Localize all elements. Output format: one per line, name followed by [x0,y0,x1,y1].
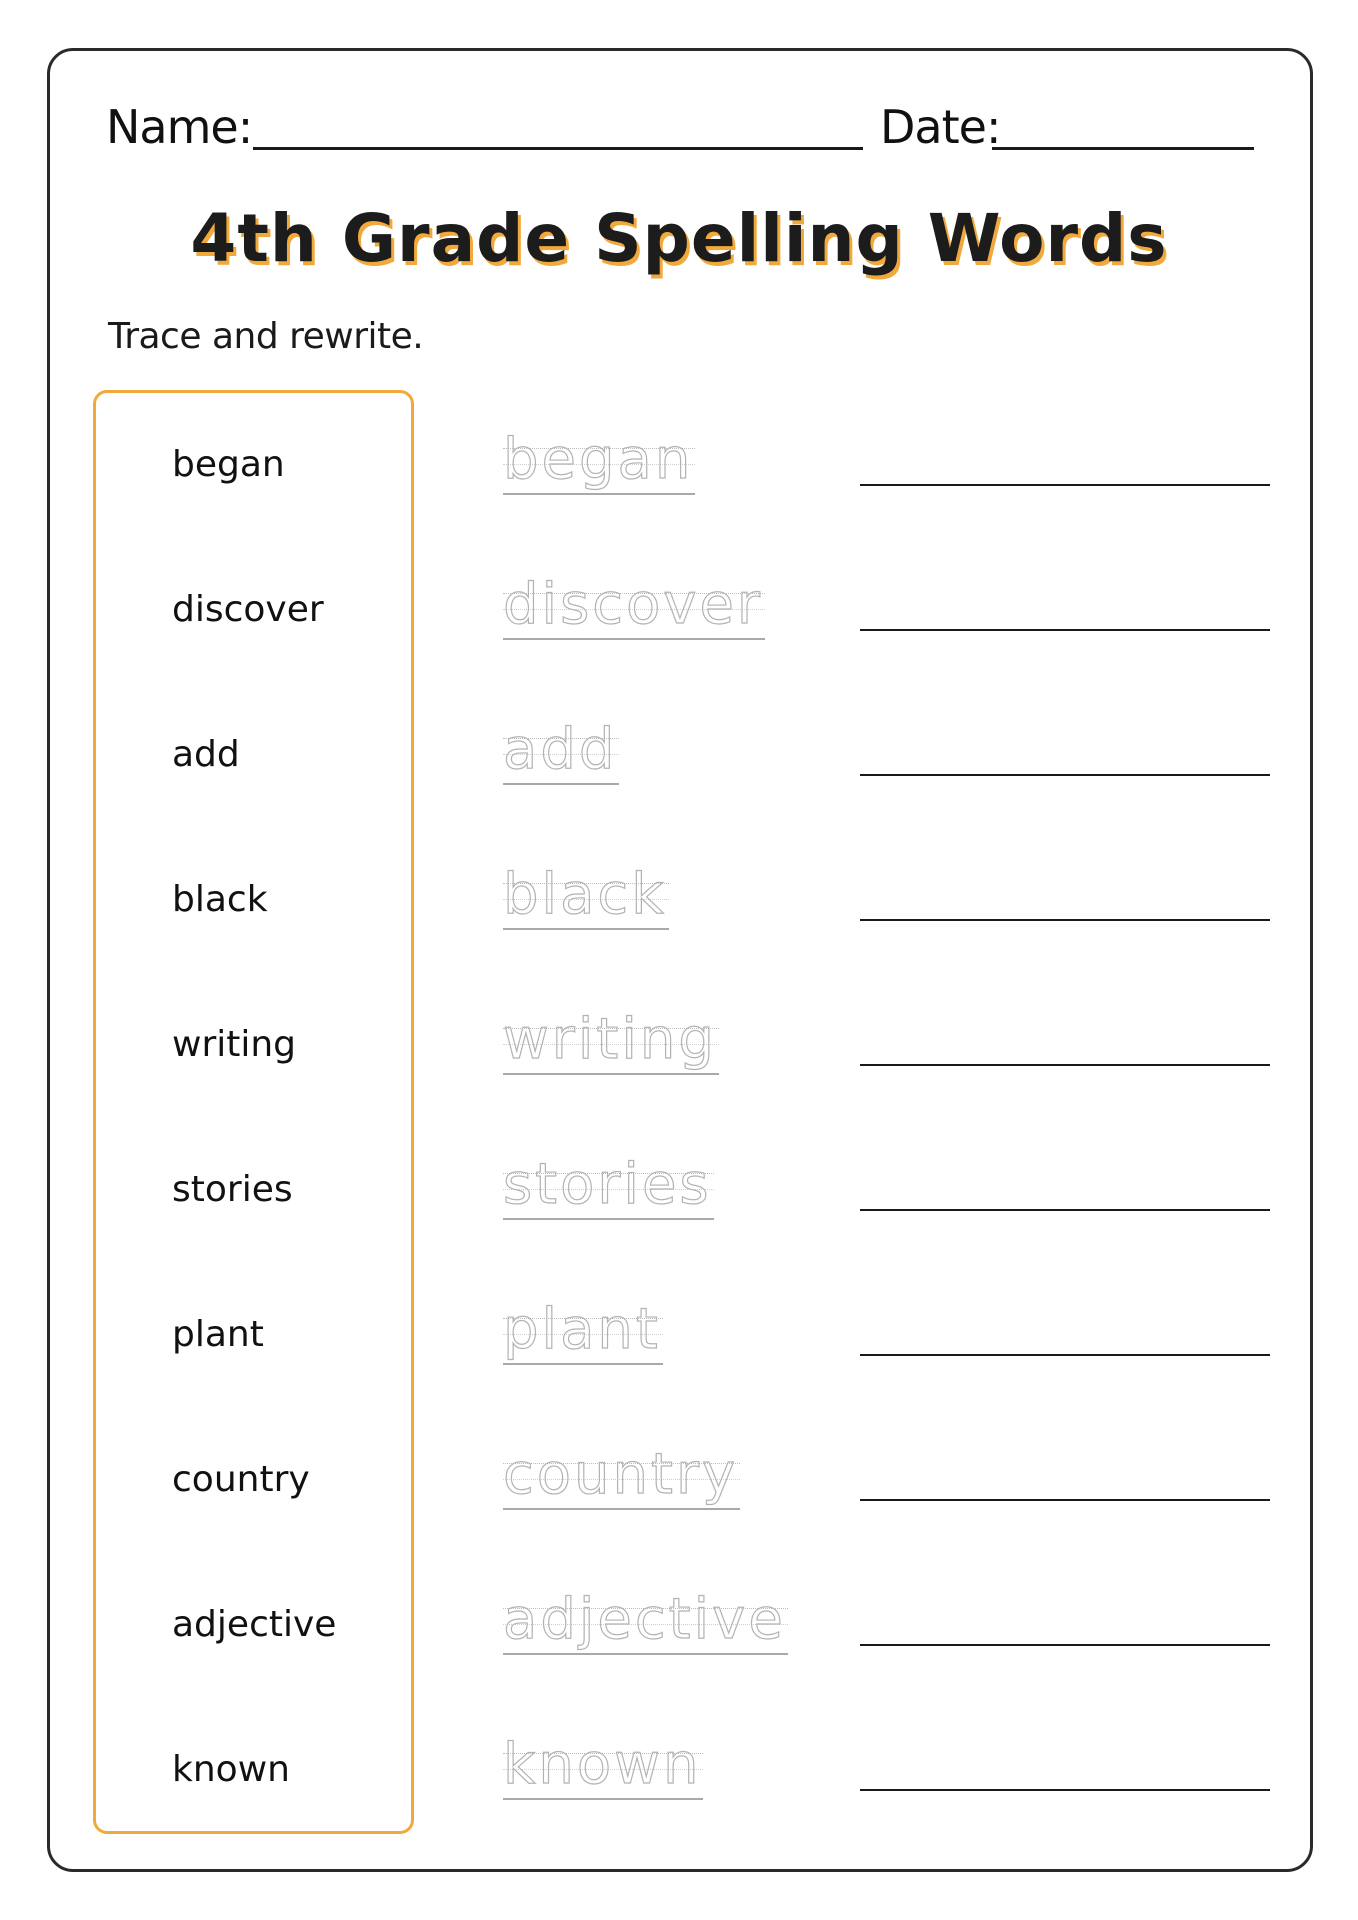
rewrite-line[interactable] [860,1644,1270,1646]
trace-text: add [503,717,618,782]
name-field[interactable] [253,147,863,150]
rewrite-line[interactable] [860,1064,1270,1066]
trace-baseline [503,1653,788,1655]
rewrite-line[interactable] [860,774,1270,776]
word-row [0,572,1358,730]
spelling-word: began [172,444,285,485]
rewrite-line[interactable] [860,484,1270,486]
spelling-word: stories [172,1169,293,1210]
trace-baseline [503,1363,663,1365]
trace-text: plant [503,1297,661,1362]
trace-word [503,1725,703,1805]
rewrite-line[interactable] [860,919,1270,921]
trace-text: known [503,1732,702,1797]
spelling-word: plant [172,1314,264,1355]
word-row [0,717,1358,875]
trace-baseline [503,783,619,785]
trace-word [503,1435,740,1515]
word-row [0,1442,1358,1600]
spelling-word: add [172,734,240,775]
spelling-word: known [172,1749,290,1790]
spelling-word: adjective [172,1604,337,1645]
spelling-word: discover [172,589,324,630]
word-row [0,1587,1358,1745]
spelling-word: writing [172,1024,297,1065]
word-row [0,1732,1358,1890]
trace-text: discover [503,572,763,637]
trace-text: stories [503,1152,712,1217]
trace-word [503,1000,719,1080]
rewrite-line[interactable] [860,1499,1270,1501]
trace-word [503,855,669,935]
trace-word [503,1580,788,1660]
trace-text: writing [503,1007,717,1072]
date-label: Date: [880,100,1001,154]
word-row [0,862,1358,1020]
trace-word [503,1290,663,1370]
date-field[interactable] [992,147,1254,150]
word-row [0,1007,1358,1165]
word-row [0,1152,1358,1310]
trace-baseline [503,1218,714,1220]
trace-word [503,565,765,645]
instruction-text: Trace and rewrite. [108,316,424,357]
rewrite-line[interactable] [860,1354,1270,1356]
trace-baseline [503,1798,703,1800]
trace-baseline [503,638,765,640]
trace-word [503,420,695,500]
word-row [0,427,1358,585]
rewrite-line[interactable] [860,629,1270,631]
name-label: Name: [106,100,253,154]
page-title: 4th Grade Spelling Words [190,200,1168,277]
trace-word [503,1145,714,1225]
trace-baseline [503,928,669,930]
header-row [106,100,1266,160]
trace-baseline [503,1508,740,1510]
spelling-word: black [172,879,268,920]
rewrite-line[interactable] [860,1209,1270,1211]
trace-text: country [503,1442,739,1507]
word-row [0,1297,1358,1455]
trace-baseline [503,1073,719,1075]
trace-baseline [503,493,695,495]
trace-text: black [503,862,667,927]
spelling-word: country [172,1459,310,1500]
rewrite-line[interactable] [860,1789,1270,1791]
trace-text: began [503,427,694,492]
trace-text: adjective [503,1587,786,1652]
trace-word [503,710,619,790]
